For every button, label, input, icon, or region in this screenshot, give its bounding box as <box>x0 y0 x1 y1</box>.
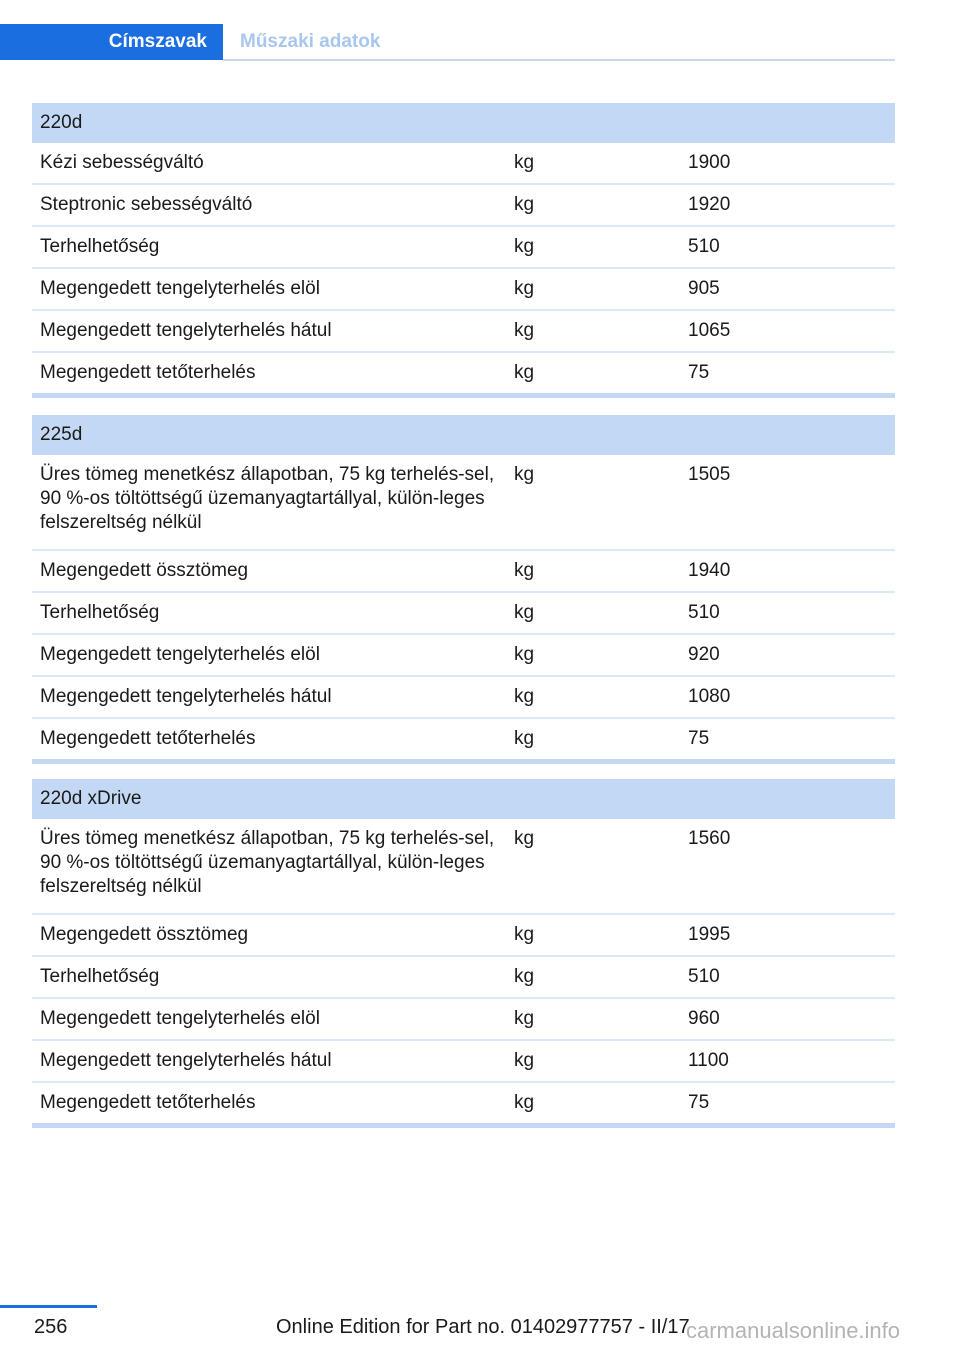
table-row <box>32 353 895 398</box>
tab-cimszavak[interactable]: Címszavak <box>0 24 223 60</box>
row-unit: kg <box>514 560 535 581</box>
row-label: Megengedett össztömeg <box>40 924 249 945</box>
row-unit: kg <box>514 1092 535 1113</box>
spec-table-225d <box>32 415 895 764</box>
row-value: 1940 <box>688 560 731 581</box>
row-value: 75 <box>688 728 710 749</box>
table-row <box>32 999 895 1041</box>
table-row <box>32 1083 895 1128</box>
row-label: Üres tömeg menetkész állapotban, 75 kg terhelés-sel, 90 %-os töltöttségű üzemanyagtartállyal, külön-leges felszereltség nélkül <box>40 464 495 533</box>
row-label: Megengedett tengelyterhelés hátul <box>40 320 332 341</box>
row-label: Megengedett össztömeg <box>40 560 249 581</box>
row-value: 510 <box>688 236 720 257</box>
row-label: Megengedett tengelyterhelés elöl <box>40 278 320 299</box>
row-unit: kg <box>514 320 535 341</box>
row-unit: kg <box>514 728 535 749</box>
row-label: Terhelhetőség <box>40 966 160 987</box>
row-label: Terhelhetőség <box>40 236 160 257</box>
table-row <box>32 227 895 269</box>
table-row <box>32 593 895 635</box>
row-unit: kg <box>514 966 535 987</box>
row-value: 75 <box>688 1092 710 1113</box>
spec-table-220d-xdrive <box>32 779 895 1128</box>
row-value: 960 <box>688 1008 720 1029</box>
section-title: 220d xDrive <box>32 779 895 819</box>
row-unit: kg <box>514 602 535 623</box>
row-value: 1100 <box>688 1050 729 1071</box>
row-unit: kg <box>514 1008 535 1029</box>
row-value: 510 <box>688 966 720 987</box>
table-row <box>32 915 895 957</box>
row-value: 920 <box>688 644 720 665</box>
spec-table-220d <box>32 103 895 398</box>
table-row <box>32 185 895 227</box>
row-label: Megengedett tengelyterhelés hátul <box>40 686 332 707</box>
row-value: 1920 <box>688 194 731 215</box>
row-label: Megengedett tetőterhelés <box>40 728 256 749</box>
table-row <box>32 551 895 593</box>
row-unit: kg <box>514 644 535 665</box>
row-label: Megengedett tengelyterhelés elöl <box>40 644 320 665</box>
row-label: Terhelhetőség <box>40 602 160 623</box>
header-bar <box>0 24 895 62</box>
page-number-rule <box>0 1305 97 1308</box>
row-label: Üres tömeg menetkész állapotban, 75 kg terhelés-sel, 90 %-os töltöttségű üzemanyagtartállyal, külön-leges felszereltség nélkül <box>40 828 495 897</box>
row-value: 1995 <box>688 924 731 945</box>
table-row <box>32 957 895 999</box>
row-value: 510 <box>688 602 720 623</box>
row-unit: kg <box>514 828 535 849</box>
section-title: 220d <box>32 103 895 143</box>
table-row <box>32 677 895 719</box>
row-label: Megengedett tetőterhelés <box>40 1092 256 1113</box>
row-value: 1505 <box>688 464 731 485</box>
row-unit: kg <box>514 194 535 215</box>
table-row <box>32 819 895 915</box>
header-divider <box>223 59 895 61</box>
page-number: 256 <box>34 1316 68 1338</box>
row-unit: kg <box>514 278 535 299</box>
edition-footer: Online Edition for Part no. 01402977757 - II/17 <box>276 1316 690 1338</box>
table-row <box>32 635 895 677</box>
row-unit: kg <box>514 686 535 707</box>
table-row <box>32 1041 895 1083</box>
tab-muszaki-adatok[interactable]: Műszaki adatok <box>240 31 381 52</box>
row-value: 1080 <box>688 686 731 707</box>
section-title: 225d <box>32 415 895 455</box>
row-unit: kg <box>514 236 535 257</box>
row-unit: kg <box>514 152 535 173</box>
table-row <box>32 719 895 764</box>
row-unit: kg <box>514 362 535 383</box>
row-value: 1560 <box>688 828 731 849</box>
row-label: Megengedett tengelyterhelés hátul <box>40 1050 332 1071</box>
table-row <box>32 269 895 311</box>
row-value: 75 <box>688 362 710 383</box>
watermark: carmanualsonline.info <box>686 1318 901 1343</box>
table-row <box>32 311 895 353</box>
row-unit: kg <box>514 924 535 945</box>
row-label: Megengedett tengelyterhelés elöl <box>40 1008 320 1029</box>
row-value: 905 <box>688 278 720 299</box>
row-unit: kg <box>514 464 535 485</box>
row-label: Steptronic sebességváltó <box>40 194 253 215</box>
row-value: 1065 <box>688 320 731 341</box>
table-row <box>32 455 895 551</box>
row-label: Kézi sebességváltó <box>40 152 204 173</box>
row-label: Megengedett tetőterhelés <box>40 362 256 383</box>
row-value: 1900 <box>688 152 731 173</box>
row-unit: kg <box>514 1050 535 1071</box>
table-row <box>32 143 895 185</box>
